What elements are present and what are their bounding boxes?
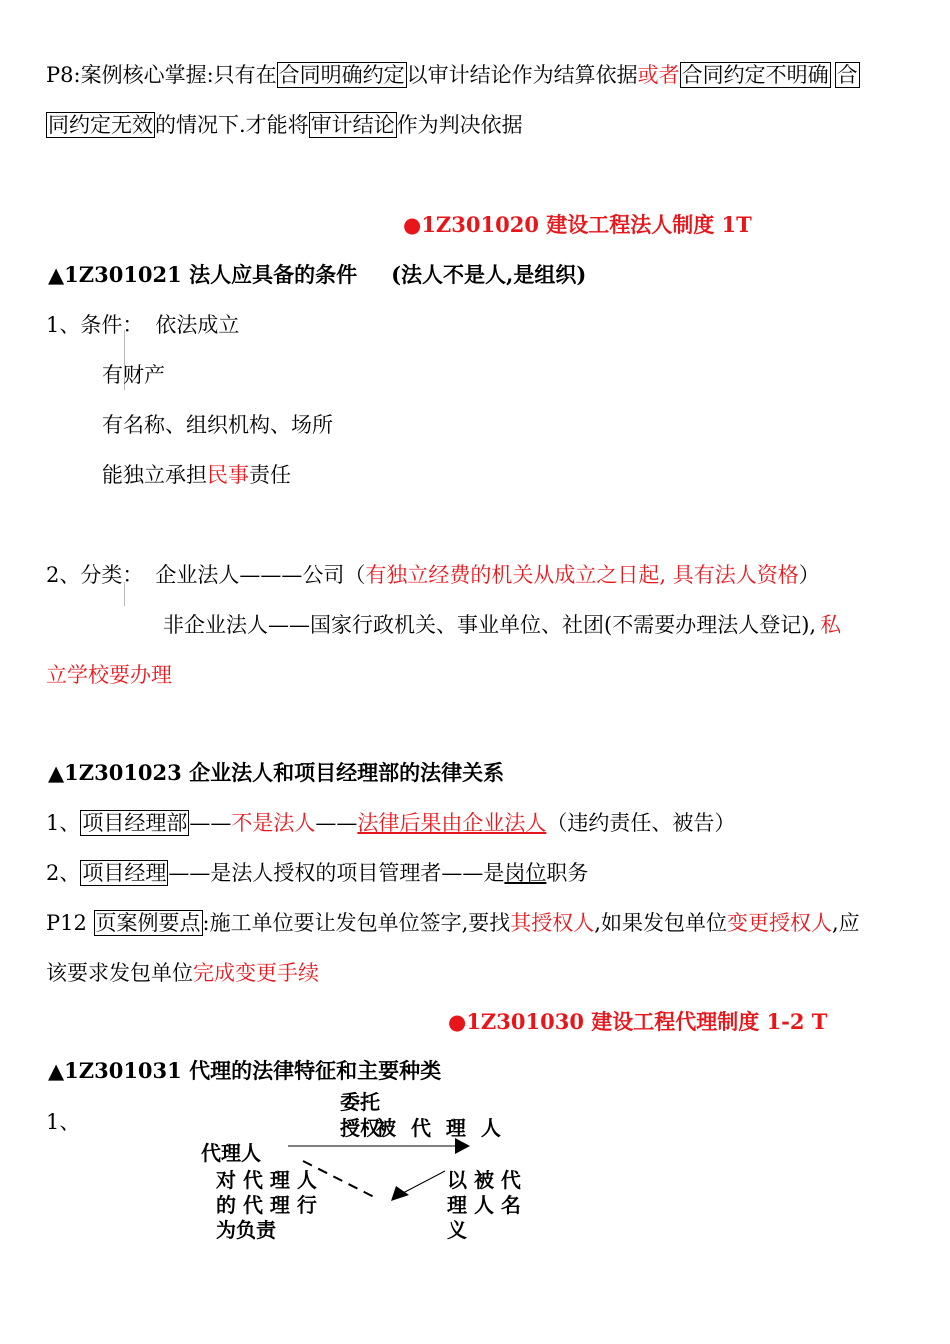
condition-item-3: 有名称、组织机构、场所 xyxy=(102,413,333,437)
legal-consequence: 法律后果由企业法人 xyxy=(357,811,547,835)
p12-line-2: 该要求发包单位完成变更手续 xyxy=(46,961,319,985)
p8-prefix: P8:案例核心掌握:只有在 xyxy=(46,63,277,87)
p8-box-audit-conclusion: 审计结论 xyxy=(310,113,395,137)
classification-row-2: 非企业法人——国家行政机关、事业单位、社团(不需要办理法人登记), 私 xyxy=(163,613,842,637)
arrow-in-name-head xyxy=(391,1186,409,1201)
p8-suffix: 作为判决依据 xyxy=(396,113,523,137)
pm-box: 项目经理 xyxy=(82,861,167,885)
p12-box-case-points: 页案例要点 xyxy=(95,911,201,935)
civil-highlight: 民事 xyxy=(207,463,249,487)
diagram-principal-label: 被 代 理 人 xyxy=(376,1116,505,1140)
diagram-agent-resp-3: 为负责 xyxy=(216,1218,276,1242)
pm-dept-row: 1、项目经理部——不是法人——法律后果由企业法人（违约责任、被告） xyxy=(46,811,736,835)
p8-mid-text-2: 的情况下.才能将 xyxy=(155,113,309,137)
condition-item-1: 依法成立 xyxy=(155,313,240,337)
heading-1z301031: ▲1Z301031 代理的法律特征和主要种类 xyxy=(48,1058,442,1083)
heading-1z301021-title: ▲1Z301021 法人应具备的条件 xyxy=(48,262,358,287)
p8-box-contract-clear: 合同明确约定 xyxy=(278,63,405,87)
non-corporate-text: 非企业法人——国家行政机关、事业单位、社团(不需要办理法人登记), xyxy=(163,613,817,637)
position-underline: 岗位 xyxy=(504,861,547,885)
classification-label: 2、分类： xyxy=(46,563,144,587)
condition-item-2: 有财产 xyxy=(102,363,165,387)
p8-mid-text: 以审计结论作为结算依据 xyxy=(406,63,638,87)
p12-complete-change: 完成变更手续 xyxy=(193,961,319,985)
p8-or: 或者 xyxy=(637,63,680,87)
section-heading-1z301020: ●1Z301020 建设工程法人制度 1T xyxy=(403,212,752,237)
heading-1z301023: ▲1Z301023 企业法人和项目经理部的法律关系 xyxy=(48,760,505,785)
arrow-agent-dashed-line xyxy=(303,1161,378,1199)
arrow-principal-to-agent-head xyxy=(455,1138,470,1154)
conditions-label: 1、条件： xyxy=(46,313,144,337)
p8-box-contract-invalid-end: 同约定无效 xyxy=(48,113,153,137)
diagram-agent-resp-1: 对 代 理 人 xyxy=(216,1168,317,1192)
diagram-authorize-label: 授权 xyxy=(340,1116,380,1140)
pm-dept-box: 项目经理部 xyxy=(82,811,188,835)
diagram-in-name-3: 义 xyxy=(447,1218,467,1242)
classification-corp-note: 有独立经费的机关从成立之日起, 具有法人资格 xyxy=(365,563,799,587)
p8-box-contract-invalid-start: 合 xyxy=(836,63,858,87)
item-1-number: 1、 xyxy=(46,1110,81,1134)
classification-row-3: 立学校要办理 xyxy=(46,663,172,687)
diagram-in-name-2: 理 人 名 xyxy=(447,1193,521,1217)
heading-1z301021-note: (法人不是人,是组织) xyxy=(391,262,587,287)
p8-box-contract-unclear: 合同约定不明确 xyxy=(681,63,829,87)
p12-authorized-person: 其授权人 xyxy=(510,911,595,935)
diagram-entrust-label: 委托 xyxy=(340,1090,380,1114)
p12-change-authorized: 变更授权人 xyxy=(726,911,832,935)
diagram-agent-resp-2: 的 代 理 行 xyxy=(216,1193,317,1217)
arrow-in-name-line xyxy=(403,1171,445,1193)
diagram-in-name-1: 以 被 代 xyxy=(447,1168,521,1192)
classification-row-1: 2、分类： 企业法人———公司（有独立经费的机关从成立之日起, 具有法人资格） xyxy=(46,563,820,587)
p12-line-1: P12 页案例要点:施工单位要让发包单位签字,要找其授权人,如果发包单位变更授权人,应 xyxy=(46,911,860,935)
pm-row: 2、项目经理——是法人授权的项目管理者——是岗位职务 xyxy=(46,861,589,885)
diagram-agent-label: 代理人 xyxy=(201,1141,261,1165)
condition-item-4: 能独立承担民事责任 xyxy=(102,463,291,487)
not-legal-person: 不是法人 xyxy=(231,811,316,835)
section-heading-1z301030: ●1Z301030 建设工程代理制度 1-2 T xyxy=(448,1009,828,1034)
